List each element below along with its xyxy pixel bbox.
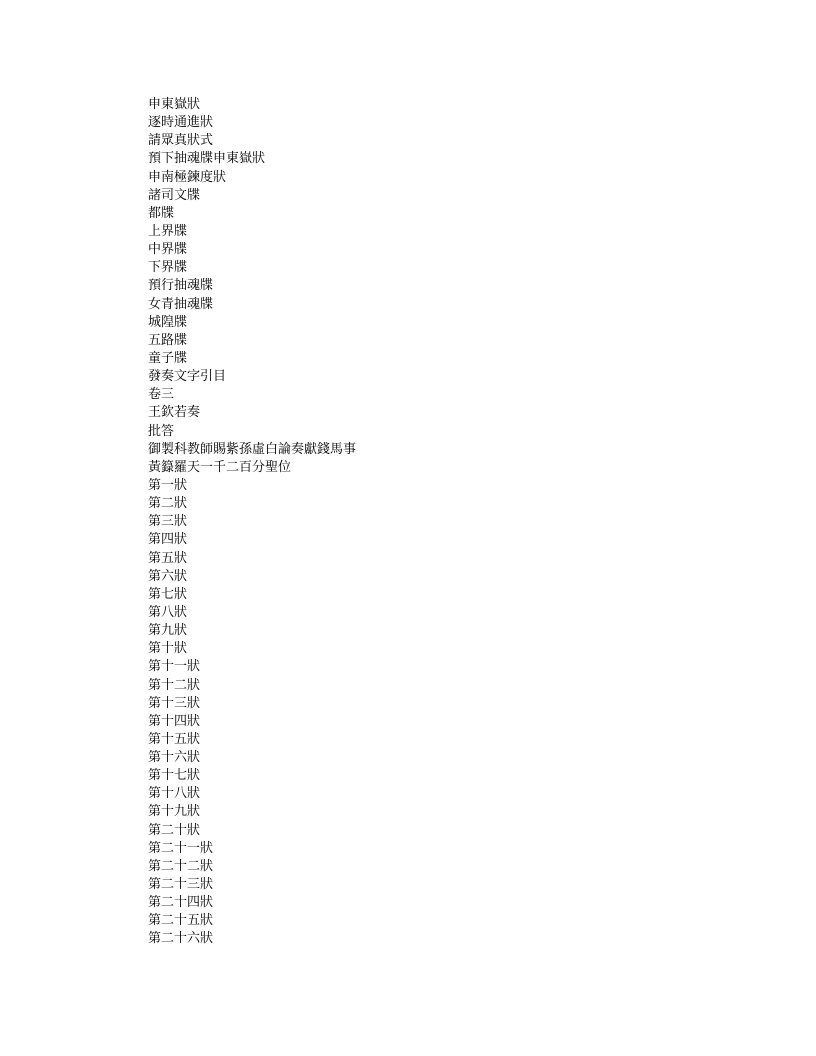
contents-line: 第五狀 <box>148 550 188 566</box>
contents-line: 第二十五狀 <box>148 913 214 929</box>
contents-line: 第十狀 <box>148 641 188 657</box>
contents-line: 第二十六狀 <box>148 931 214 947</box>
contents-line: 批答 <box>148 423 175 439</box>
contents-line: 逐時通進狀 <box>148 115 214 131</box>
contents-line: 第二十二狀 <box>148 858 214 874</box>
contents-line: 第十二狀 <box>148 677 201 693</box>
contents-line: 第十五狀 <box>148 731 201 747</box>
contents-line: 下界牒 <box>148 260 188 276</box>
contents-line: 諸司文牒 <box>148 187 201 203</box>
contents-line: 五路牒 <box>148 332 188 348</box>
contents-line: 第二十一狀 <box>148 840 214 856</box>
contents-line: 第八狀 <box>148 604 188 620</box>
contents-line: 第七狀 <box>148 586 188 602</box>
contents-line: 城隍牒 <box>148 314 188 330</box>
contents-line: 申東嶽狀 <box>148 97 201 112</box>
contents-line: 第六狀 <box>148 568 188 584</box>
contents-line: 第四狀 <box>148 532 188 548</box>
contents-line: 童子牒 <box>148 350 188 366</box>
contents-line: 卷三 <box>148 387 175 403</box>
contents-line: 第一狀 <box>148 477 188 493</box>
contents-line: 第十一狀 <box>148 659 201 675</box>
contents-line: 第九狀 <box>148 623 188 639</box>
contents-line: 女青抽魂牒 <box>148 296 214 312</box>
contents-line: 王欽若奏 <box>148 405 201 421</box>
contents-line: 上界牒 <box>148 223 188 239</box>
contents-line: 預行抽魂牒 <box>148 278 214 294</box>
contents-line: 第二十四狀 <box>148 895 214 911</box>
contents-line: 預下抽魂牒申東嶽狀 <box>148 151 266 167</box>
contents-line: 第十三狀 <box>148 695 201 711</box>
contents-line: 都牒 <box>148 205 175 221</box>
contents-line: 申南極鍊度狀 <box>148 169 227 185</box>
contents-line: 發奏文字引目 <box>148 369 227 385</box>
contents-line: 第十八狀 <box>148 786 201 802</box>
contents-line: 御製科教師賜紫孫虛白論奏獻錢馬事 <box>148 441 357 457</box>
contents-line: 第十七狀 <box>148 768 201 784</box>
contents-line: 第十九狀 <box>148 804 201 820</box>
contents-line: 中界牒 <box>148 242 188 258</box>
contents-line: 請眾真狀式 <box>148 133 214 149</box>
contents-line: 第三狀 <box>148 514 188 530</box>
contents-line: 黃籙羅天一千二百分聖位 <box>148 459 292 475</box>
contents-line: 第二十三狀 <box>148 877 214 893</box>
contents-line: 第十六狀 <box>148 750 201 766</box>
contents-line: 第二狀 <box>148 496 188 512</box>
contents-line: 第二十狀 <box>148 822 201 838</box>
contents-line: 第十四狀 <box>148 713 201 729</box>
contents-list <box>148 96 356 949</box>
